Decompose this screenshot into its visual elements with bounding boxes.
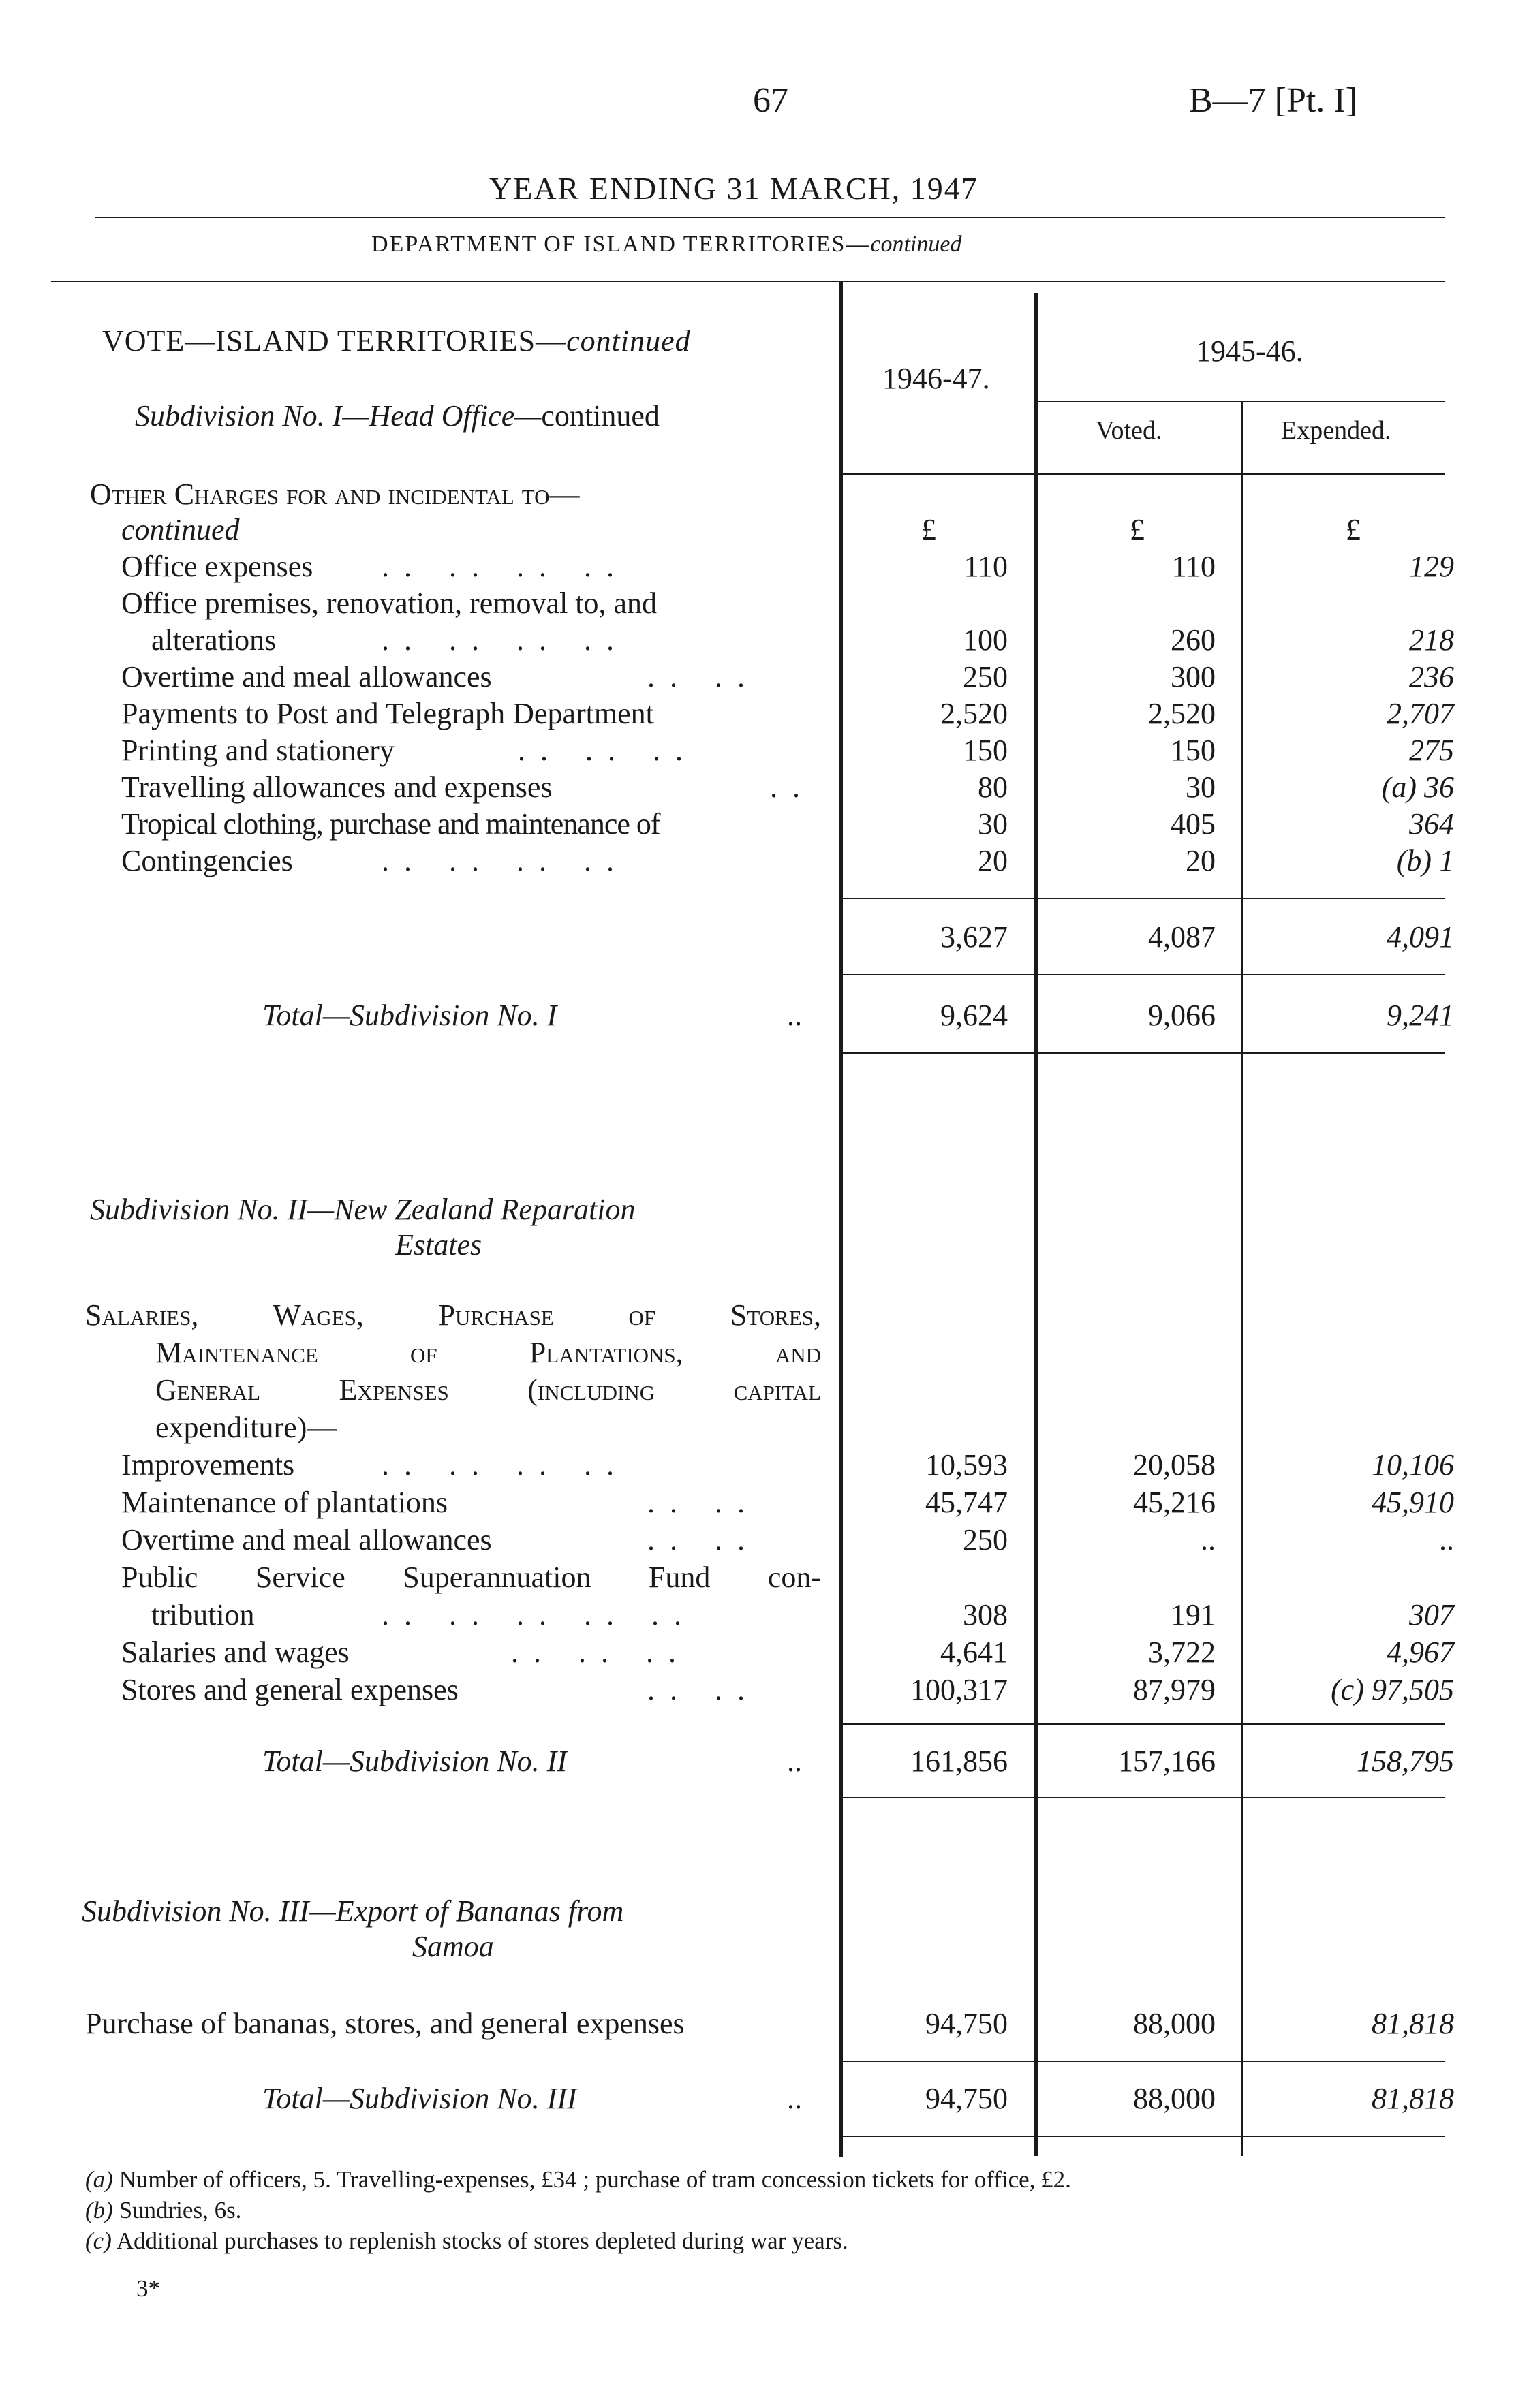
page-number: 67	[753, 81, 788, 120]
row-expended: 275	[1409, 734, 1454, 767]
banana-purchase-expended: 81,818	[1372, 2007, 1454, 2040]
total-3-rule-top	[839, 2061, 1445, 2062]
row-label: Tropical clothing, purchase and maintenance of	[121, 807, 660, 841]
salaries-heading-line2: Maintenance of Plantations, and	[155, 1336, 821, 1369]
row-voted: 2,520	[1148, 697, 1216, 730]
row-expended: 236	[1409, 660, 1454, 693]
row-current: 20	[978, 844, 1008, 877]
currency-expended: £	[1346, 513, 1361, 546]
header-rule	[51, 281, 1445, 282]
total-subdivision-2-voted: 157,166	[1118, 1745, 1216, 1778]
row-label: Office premises, renovation, removal to, and	[121, 587, 658, 620]
banana-purchase-voted: 88,000	[1133, 2007, 1216, 2040]
column-rule-current	[1034, 293, 1038, 2156]
currency-voted: £	[1130, 513, 1145, 546]
banana-purchase-label: Purchase of bananas, stores, and general expenses	[85, 2007, 685, 2040]
row-leader: .. .. ..	[511, 1636, 691, 1669]
row-voted: 3,722	[1148, 1636, 1216, 1669]
row-voted: 110	[1171, 550, 1216, 583]
subdivision-3-heading-cont: Samoa	[412, 1930, 494, 1963]
subheader-rule	[1034, 401, 1445, 402]
total-subdivision-3-label: Total—Subdivision No. III	[262, 2082, 577, 2115]
row-label: tribution	[151, 1598, 255, 1631]
total-2-rule-bottom	[839, 1797, 1445, 1798]
row-label: Overtime and meal allowances	[121, 1523, 492, 1557]
column-header-voted: Voted.	[1096, 416, 1162, 445]
row-label: Office expenses	[121, 550, 313, 583]
footnote-a: (a) Number of officers, 5. Travelling-expenses, £34 ; purchase of tram concession tickets for office, £2.	[85, 2166, 1071, 2193]
total-subdivision-3-leader: ..	[787, 2082, 802, 2115]
row-current: 80	[978, 770, 1008, 804]
total-1-rule	[839, 1052, 1445, 1054]
row-expended: (a) 36	[1381, 770, 1454, 804]
salaries-heading-line4: expenditure)—	[155, 1411, 337, 1444]
row-voted: 45,216	[1133, 1486, 1216, 1519]
row-expended: ..	[1439, 1523, 1454, 1557]
column-header-1946-47: 1946-47.	[882, 362, 990, 395]
row-current: 250	[963, 660, 1008, 693]
row-voted: 405	[1171, 807, 1216, 841]
subtotal-rule-bottom	[839, 974, 1445, 975]
department-heading: DEPARTMENT OF ISLAND TERRITORIES—continued	[371, 232, 962, 257]
row-leader: .. ..	[647, 1486, 760, 1519]
row-label: Travelling allowances and expenses	[121, 770, 553, 804]
row-current: 308	[963, 1598, 1008, 1631]
row-voted: 87,979	[1133, 1673, 1216, 1706]
subtotal-current: 3,627	[940, 920, 1008, 954]
total-subdivision-1-voted: 9,066	[1148, 999, 1216, 1032]
row-leader: .. .. .. ..	[382, 550, 629, 583]
total-subdivision-1-expended: 9,241	[1387, 999, 1454, 1032]
subdivision-1-heading: Subdivision No. I—Head Office—continued	[135, 399, 660, 433]
row-leader: .. .. .. ..	[382, 844, 629, 877]
row-voted: 260	[1171, 623, 1216, 657]
row-label: Payments to Post and Telegraph Department	[121, 697, 654, 730]
other-charges-heading: Other Charges for and incidental to—	[90, 478, 580, 511]
total-subdivision-3-current: 94,750	[925, 2082, 1008, 2115]
total-subdivision-2-leader: ..	[787, 1745, 802, 1778]
row-label: Salaries and wages	[121, 1636, 350, 1669]
row-label: alterations	[151, 623, 277, 657]
footnote-c: (c) Additional purchases to replenish stocks of stores depleted during war years.	[85, 2227, 848, 2254]
row-expended: 364	[1409, 807, 1454, 841]
row-leader: .. .. ..	[518, 734, 698, 767]
row-current: 250	[963, 1523, 1008, 1557]
column-header-1945-46: 1945-46.	[1196, 334, 1303, 368]
row-label: Improvements	[121, 1448, 295, 1482]
column-rule-main	[839, 281, 843, 2157]
total-subdivision-1-leader: ..	[787, 999, 802, 1032]
total-2-rule-top	[839, 1723, 1445, 1725]
row-leader: ..	[770, 770, 815, 804]
row-voted: 191	[1171, 1598, 1216, 1631]
subtotal-voted: 4,087	[1148, 920, 1216, 954]
row-leader: .. .. .. .. ..	[382, 1598, 696, 1631]
row-leader: .. .. .. ..	[382, 623, 629, 657]
row-label: Public Service Superannuation Fund con-	[121, 1561, 821, 1594]
row-leader: .. .. .. ..	[382, 1448, 629, 1482]
currency-current: £	[921, 513, 936, 546]
total-3-rule-bottom	[839, 2136, 1445, 2137]
row-label: Stores and general expenses	[121, 1673, 459, 1706]
subdivision-2-heading-cont: Estates	[395, 1228, 482, 1262]
row-current: 30	[978, 807, 1008, 841]
subdivision-3-heading: Subdivision No. III—Export of Bananas from	[82, 1894, 624, 1928]
row-label: Contingencies	[121, 844, 293, 877]
row-leader: .. ..	[647, 1523, 760, 1557]
column-header-rule	[839, 473, 1445, 475]
row-expended: 2,707	[1387, 697, 1454, 730]
other-charges-continued: continued	[121, 513, 240, 546]
row-voted: 300	[1171, 660, 1216, 693]
row-expended: 4,967	[1387, 1636, 1454, 1669]
row-expended: (c) 97,505	[1331, 1673, 1454, 1706]
total-subdivision-1-current: 9,624	[940, 999, 1008, 1032]
footnote-b: (b) Sundries, 6s.	[85, 2197, 242, 2223]
row-current: 10,593	[925, 1448, 1008, 1482]
row-label: Maintenance of plantations	[121, 1486, 448, 1519]
salaries-heading-line3: General Expenses (including capital	[155, 1373, 821, 1407]
subtotal-rule-top	[839, 898, 1445, 899]
title-rule	[95, 217, 1445, 218]
row-leader: .. ..	[647, 1673, 760, 1706]
row-leader: .. ..	[647, 660, 760, 693]
row-current: 100	[963, 623, 1008, 657]
subtotal-expended: 4,091	[1387, 920, 1454, 954]
row-expended: (b) 1	[1396, 844, 1454, 877]
subdivision-2-heading: Subdivision No. II—New Zealand Reparation	[90, 1193, 636, 1226]
row-label: Overtime and meal allowances	[121, 660, 492, 693]
row-label: Printing and stationery	[121, 734, 395, 767]
row-current: 4,641	[940, 1636, 1008, 1669]
row-current: 110	[963, 550, 1008, 583]
row-expended: 10,106	[1372, 1448, 1454, 1482]
row-expended: 307	[1409, 1598, 1454, 1631]
vote-title: VOTE—ISLAND TERRITORIES—continued	[102, 324, 691, 358]
row-voted: 150	[1171, 734, 1216, 767]
row-expended: 45,910	[1372, 1486, 1454, 1519]
row-voted: 20	[1186, 844, 1216, 877]
row-expended: 218	[1409, 623, 1454, 657]
total-subdivision-1-label: Total—Subdivision No. I	[262, 999, 557, 1032]
banana-purchase-current: 94,750	[925, 2007, 1008, 2040]
total-subdivision-3-voted: 88,000	[1133, 2082, 1216, 2115]
row-current: 2,520	[940, 697, 1008, 730]
row-current: 150	[963, 734, 1008, 767]
signature-mark: 3*	[136, 2275, 160, 2302]
salaries-heading-line1: Salaries, Wages, Purchase of Stores,	[85, 1298, 821, 1332]
page-title: YEAR ENDING 31 MARCH, 1947	[489, 171, 978, 206]
column-header-expended: Expended.	[1281, 416, 1391, 445]
document-reference: B—7 [Pt. I]	[1189, 81, 1357, 120]
row-current: 45,747	[925, 1486, 1008, 1519]
total-subdivision-2-expended: 158,795	[1357, 1745, 1454, 1778]
row-voted: ..	[1201, 1523, 1216, 1557]
row-expended: 129	[1409, 550, 1454, 583]
total-subdivision-2-label: Total—Subdivision No. II	[262, 1745, 567, 1778]
row-voted: 20,058	[1133, 1448, 1216, 1482]
total-subdivision-2-current: 161,856	[910, 1745, 1008, 1778]
column-rule-voted	[1241, 402, 1243, 2156]
row-current: 100,317	[910, 1673, 1008, 1706]
row-voted: 30	[1186, 770, 1216, 804]
total-subdivision-3-expended: 81,818	[1372, 2082, 1454, 2115]
